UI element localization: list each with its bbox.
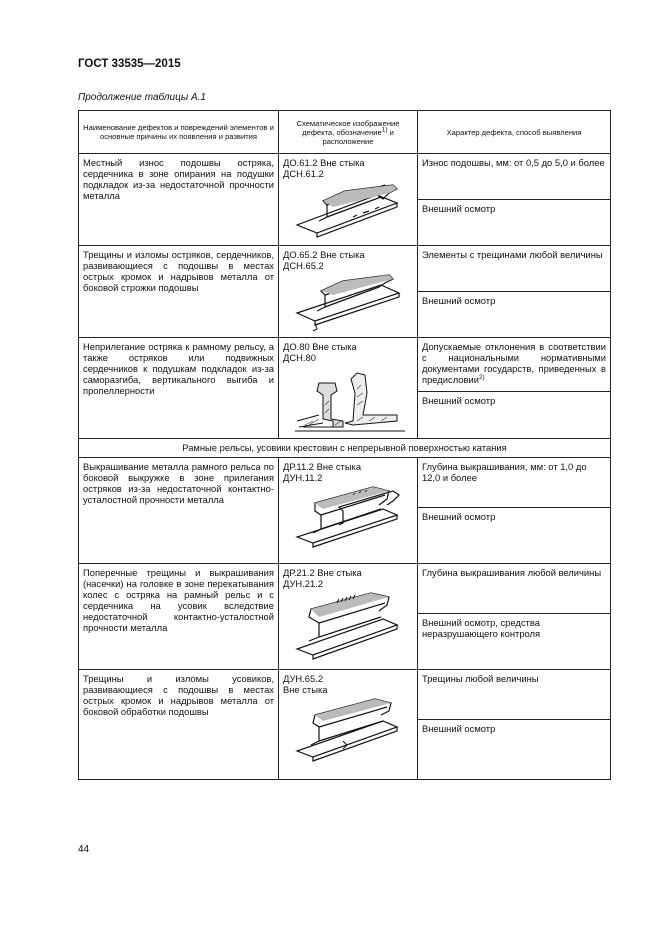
document-header: ГОСТ 33535—2015: [78, 58, 181, 70]
defect-code-secondary: ДУН.21.2: [283, 578, 324, 589]
header-character: Характер дефекта, способ выявления: [418, 111, 611, 154]
defect-name: Неприлегание остряка к рамному рельсу, а также остряков или подвижных сердечников к подушкам подкладок из-за саморазгиба, вертикального выгиба и пропеллерности: [79, 338, 279, 439]
table-row: [79, 338, 611, 392]
defect-code-secondary: ДСН.65.2: [283, 260, 324, 271]
defect-character: [418, 338, 611, 392]
defect-character: Износ подошвы, мм: от 0,5 до 5,0 и более: [418, 154, 611, 200]
point-gap-sketch: [293, 365, 409, 435]
defect-name: Местный износ подошвы остряка, сердечника в зоне опирания на подушки подкладок из-за недостаточной прочности металла: [79, 154, 279, 246]
header-schematic: [279, 111, 418, 154]
defect-character-text: Допускаемые отклонения в соответствии с национальными нормативными документами государств, приведенных в предисловии: [422, 341, 606, 385]
defect-code-secondary: Вне стыка: [283, 684, 328, 695]
schematic-cell: [279, 338, 418, 439]
defect-code: ДО.80 Вне стыка: [283, 341, 357, 352]
header-defect-name: Наименование дефектов и повреждений элементов и основные причины их появления и развития: [79, 111, 279, 154]
defect-code-secondary: ДСН.80: [283, 352, 316, 363]
footnote-marker: 2): [478, 373, 485, 381]
defect-character: Глубина выкрашивания, мм: от 1,0 до 12,0 и более: [418, 458, 611, 508]
rail-spalling-sketch: [293, 485, 405, 551]
schematic-cell: [279, 670, 418, 780]
header-schematic-main: Схематическое изображение дефекта, обозначение: [296, 118, 400, 137]
page-number: 44: [78, 844, 90, 855]
detection-method: Внешний осмотр: [418, 392, 611, 439]
header-schematic-tail: и расположение: [322, 127, 394, 146]
schematic-cell: [279, 154, 418, 246]
header-schematic-footnote: 1): [381, 125, 388, 133]
table-row: [79, 458, 611, 508]
table-row: [79, 246, 611, 292]
table-header-row: [79, 111, 611, 154]
defect-code-secondary: ДСН.61.2: [283, 168, 324, 179]
defect-code: ДУН.65.2: [283, 673, 324, 684]
detection-method: Внешний осмотр: [418, 508, 611, 564]
section-title: Рамные рельсы, усовики крестовин с непрерывной поверхностью катания: [79, 439, 611, 458]
defects-table: [78, 110, 611, 780]
defect-code-secondary: ДУН.11.2: [283, 472, 323, 483]
detection-method: Внешний осмотр, средства неразрушающего контроля: [418, 614, 611, 670]
schematic-cell: [279, 246, 418, 338]
table-caption: Продолжение таблицы А.1: [78, 92, 206, 103]
defect-code: ДО.61.2 Вне стыка: [283, 157, 365, 168]
table-row: [79, 564, 611, 614]
defect-name: Трещины и изломы усовиков, развивающиеся с подошвы в местах острых кромок и надрывов металла от боковой обработки подошвы: [79, 670, 279, 780]
defect-code: ДО.65.2 Вне стыка: [283, 249, 365, 260]
rail-base-wear-sketch: [293, 181, 403, 239]
rail-base-crack-sketch: [293, 273, 403, 333]
defect-code: ДР.21.2 Вне стыка: [283, 567, 362, 578]
defect-character: Элементы с трещинами любой величины: [418, 246, 611, 292]
defect-character: Глубина выкрашивания любой величины: [418, 564, 611, 614]
defect-name: Выкрашивание металла рамного рельса по боковой выкружке в зоне прилегания остряков из-за недостаточной контактно-усталостной прочности металла: [79, 458, 279, 564]
defect-code: ДР.11.2 Вне стыка: [283, 461, 362, 472]
wing-rail-crack-sketch: [293, 697, 405, 765]
schematic-cell: [279, 564, 418, 670]
detection-method: Внешний осмотр: [418, 292, 611, 338]
defect-name: Трещины и изломы остряков, сердечников, развивающиеся с подошвы в местах острых кромок и надрывов металла от боковой строжки подошвы: [79, 246, 279, 338]
defect-character: Трещины любой величины: [418, 670, 611, 720]
table-row: [79, 670, 611, 720]
detection-method: Внешний осмотр: [418, 200, 611, 246]
section-title-row: [79, 439, 611, 458]
rail-head-crack-sketch: [293, 591, 405, 661]
defect-name: Поперечные трещины и выкрашивания (насечки) на головке в зоне перекатывания колес с остряка на рамный рельс и с сердечника на усовик вследствие недостаточной контактно-усталостной прочности металла: [79, 564, 279, 670]
detection-method: Внешний осмотр: [418, 720, 611, 780]
schematic-cell: [279, 458, 418, 564]
table-row: [79, 154, 611, 200]
